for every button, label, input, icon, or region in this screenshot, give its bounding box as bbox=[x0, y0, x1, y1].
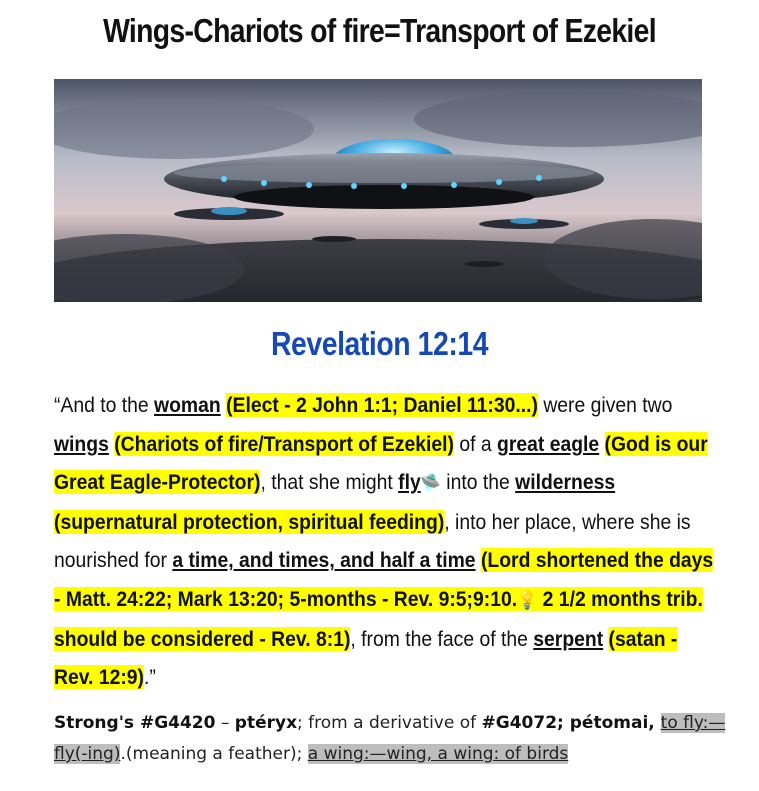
note-chariots: (Chariots of fire/Transport of Ezekiel) bbox=[114, 431, 454, 456]
page-title: Wings-Chariots of fire=Transport of Ezekiel bbox=[103, 12, 656, 49]
note-elect: (Elect - 2 John 1:1; Daniel 11:30...) bbox=[226, 393, 538, 417]
note-supernatural: (supernatural protection, spiritual feeding) bbox=[54, 509, 445, 534]
verse-text-part: , from the face of the bbox=[350, 626, 534, 651]
verse-text-part: , that she might bbox=[260, 470, 399, 495]
word-wings: wings bbox=[54, 431, 109, 456]
word-serpent: serpent bbox=[533, 626, 604, 651]
note-satan: (satan - Rev. 12:9) bbox=[54, 626, 678, 690]
lightbulb-icon: 💡 bbox=[517, 589, 538, 610]
flying-saucer-icon: 🛸 bbox=[420, 473, 441, 494]
word-great-eagle: great eagle bbox=[496, 431, 600, 456]
flying-saucer-image bbox=[54, 79, 702, 302]
strongs-word: ptéryx bbox=[234, 713, 298, 733]
word-time: a time, and times, and half a time bbox=[172, 548, 476, 573]
strongs-text-part: ; bbox=[557, 713, 564, 733]
strongs-ref: #G4072 bbox=[481, 713, 558, 733]
verse-text-part: .” bbox=[143, 665, 156, 690]
verse-text-part: were given two bbox=[537, 393, 673, 417]
strongs-petomai: pétomai, bbox=[563, 713, 661, 733]
verse-text-part bbox=[599, 432, 604, 456]
strongs-wing-def: a wing:—wing, a wing: of birds bbox=[307, 744, 569, 764]
note-trib-text: 2 1/2 months trib. should be considered - Rev. 8:1) bbox=[54, 586, 703, 651]
verse-text bbox=[54, 386, 714, 697]
strongs-text-part: ; from a derivative of bbox=[297, 713, 482, 733]
word-fly: fly bbox=[398, 470, 421, 495]
strongs-text-part: .(meaning a feather); bbox=[120, 744, 308, 764]
note-protector: (God is our Great Eagle-Protector) bbox=[54, 431, 708, 495]
word-woman: woman bbox=[154, 393, 221, 417]
verse-reference: Revelation 12:14 bbox=[270, 325, 489, 362]
word-wilderness: wilderness bbox=[515, 470, 616, 495]
strongs-to-fly: to fly:—fly(-ing) bbox=[54, 713, 726, 764]
strongs-definition bbox=[54, 708, 754, 770]
verse-text-part: into the bbox=[440, 470, 516, 495]
verse-text-part: , into her place, where she is nourished for bbox=[54, 509, 691, 573]
verse-text-part: “And to the bbox=[54, 393, 155, 417]
note-shortened-text: (Lord shortened the days - Matt. 24:22; Mark 13:20; 5-months - Rev. 9:5;9:10. bbox=[54, 548, 714, 611]
strongs-text-part: – bbox=[215, 713, 235, 733]
strongs-label: Strong's #G4420 bbox=[54, 713, 216, 733]
verse-text-part: of a bbox=[453, 431, 497, 456]
